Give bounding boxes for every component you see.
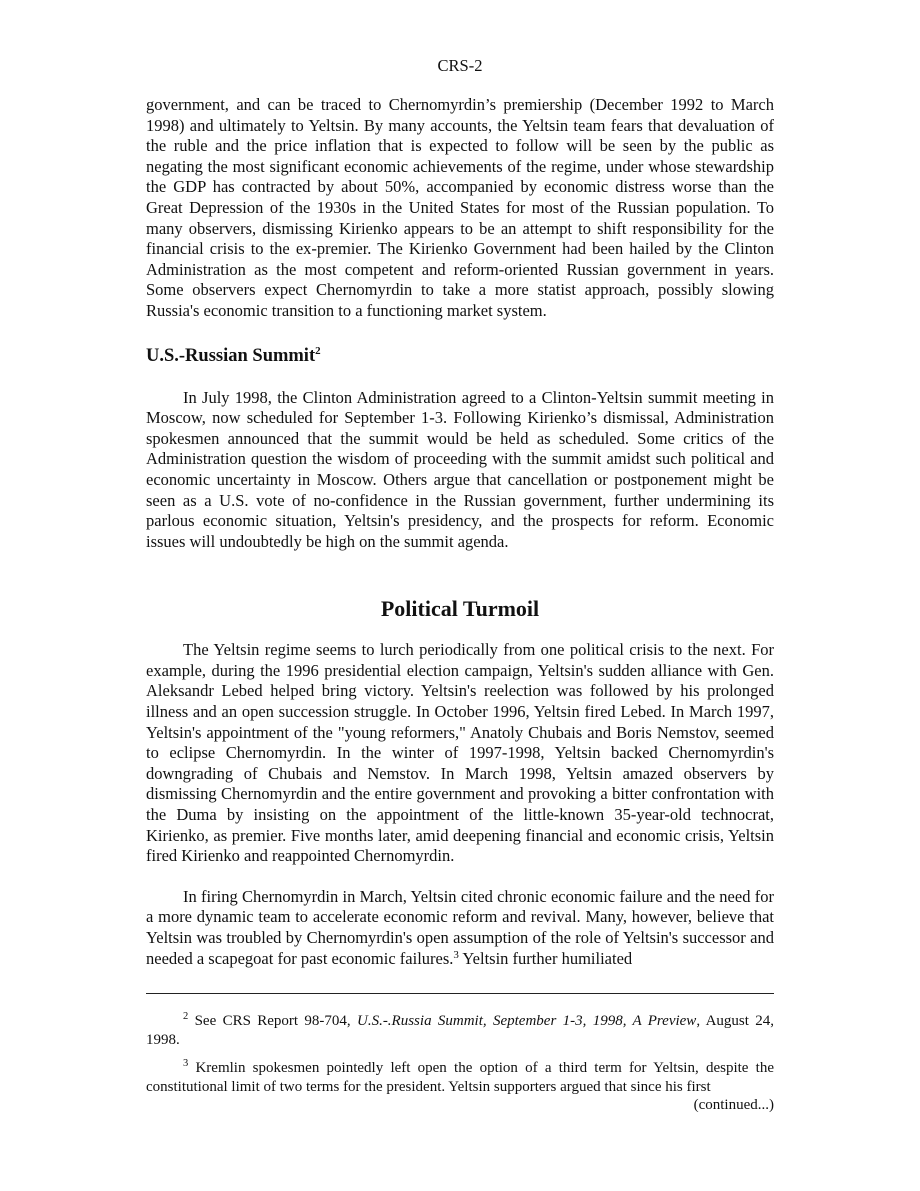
footnote-3 xyxy=(146,1059,774,1096)
summit-heading-footnote-ref: 2 xyxy=(315,344,321,357)
paragraph-gap xyxy=(146,867,774,887)
footnote-2-report-title: U.S.-.Russia Summit, September 1-3, 1998, A Preview xyxy=(356,1013,697,1029)
summit-paragraph: In July 1998, the Clinton Administration agreed to a Clinton-Yeltsin summit meeting in Moscow, now scheduled for September 1-3. Following Kirienko’s dismissal, Administration spokesmen announced that the summit would be held as scheduled. Some critics of the Administration question the wisdom of proceeding with the summit amidst such political and economic uncertainty in Moscow. Others argue that cancellation or postponement might be seen as a U.S. vote of no-confidence in the Russian government, further undermining its parlous economic situation, Yeltsin's presidency, and the prospects for reform. Economic issues will undoubtedly be high on the summit agenda. xyxy=(146,387,774,551)
main-content xyxy=(146,95,774,969)
summit-section-heading xyxy=(146,345,774,367)
footnotes-section xyxy=(146,1012,774,1125)
footnote-2 xyxy=(146,1012,774,1049)
political-turmoil-heading: Political Turmoil xyxy=(380,596,540,622)
footnote-3-marker: 3 xyxy=(183,1058,189,1070)
footnote-3-text: Kremlin spokesmen pointedly left open the option of a third term for Yeltsin, despite the constitutional limit of two terms for the president. Yeltsin supporters argued that since his first xyxy=(146,1060,774,1095)
footnote-2-marker: 2 xyxy=(183,1011,189,1022)
footnote-2-text-after: , August 24, 1998. xyxy=(146,1013,774,1048)
intro-paragraph: government, and can be traced to Chernomyrdin’s premiership (December 1992 to March 1998) and ultimately to Yeltsin. By many accounts, the Yeltsin team fears that devaluation of the ruble and the price inflation that is expected to follow will be seen by the public as negating the most significant economic achievements of the regime, under whose stewardship the GDP has contracted by about 50%, accompanied by economic distress worse than the Great Depression of the 1930s in the United States for most of the Russian population. To many observers, dismissing Kirienko appears to be an attempt to shift responsibility for the financial crisis to the ex-premier. The Kirienko Government had been hailed by the Clinton Administration as the most competent and reform-oriented Russian government in years. Some observers expect Chernomyrdin to take a more statist approach, possibly slowing Russia's economic transition to a functioning market system. xyxy=(146,95,774,320)
footnote-separator xyxy=(146,993,774,994)
turmoil-paragraph-2-text: In firing Chernomyrdin in March, Yeltsin cited chronic economic failure and the need for a more dynamic team to accelerate economic reform and revival. Many, however, believe that Yeltsin was troubled by Chernomyrdin's open assumption of the role of Yeltsin's successor and needed a scapegoat for past economic failures. xyxy=(146,886,774,968)
page-number-header: CRS-2 xyxy=(437,56,483,75)
turmoil-paragraph-1: The Yeltsin regime seems to lurch periodically from one political crisis to the next. For example, during the 1996 presidential election campaign, Yeltsin's sudden alliance with Gen. Aleksandr Lebed helped bring victory. Yeltsin's reelection was followed by his prolonged illness and an open succession struggle. In October 1996, Yeltsin fired Lebed. In March 1997, Yeltsin's appointment of the "young reformers," Anatoly Chubais and Boris Nemstov, seemed to eclipse Chernomyrdin. In the winter of 1997-1998, Yeltsin backed Chernomyrdin's downgrading of Chubais and Nemstov. In March 1998, Yeltsin amazed observers by dismissing Chernomyrdin and the entire government and provoking a bitter confrontation with the Duma by insisting on the appointment of the little-known 35-year-old technocrat, Kirienko, as premier. Five months later, amid deepening financial and economic crisis, Yeltsin fired Kirienko and reappointed Chernomyrdin. xyxy=(146,640,774,866)
turmoil-paragraph-2 xyxy=(146,887,774,969)
continued-marker: (continued...) xyxy=(693,1097,774,1114)
footnote-2-text-before: See CRS Report 98-704, xyxy=(188,1013,357,1029)
summit-heading-text: U.S.-Russian Summit xyxy=(146,345,316,366)
turmoil-paragraph-2-tail: Yeltsin further humiliated xyxy=(458,948,633,968)
footnote-ref-3: 3 xyxy=(453,948,459,961)
